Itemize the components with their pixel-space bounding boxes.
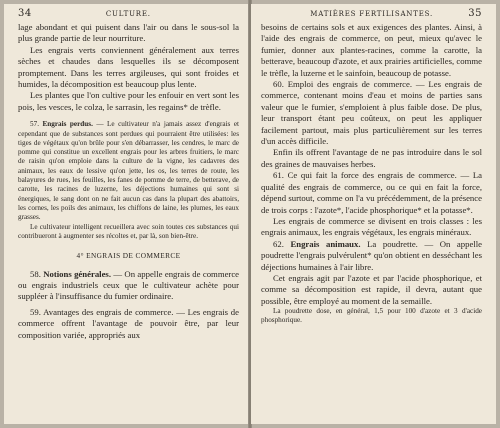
running-head: MATIÈRES FERTILISANTES.: [310, 10, 433, 18]
subheading: 4° ENGRAIS DE COMMERCE: [76, 251, 181, 261]
section-subtitle: La poudrette.: [367, 238, 418, 249]
right-page: [251, 4, 496, 424]
section-57: [18, 120, 239, 222]
right-page-header: [261, 4, 482, 22]
section-title: Ce qui fait la force des engrais de commerce.: [287, 170, 457, 181]
section-title: Emploi des engrais de commerce.: [287, 79, 412, 90]
section-61: [261, 170, 482, 216]
left-page-body: [18, 22, 239, 341]
section-number: 57.: [30, 120, 39, 129]
section-60: [261, 79, 482, 147]
section-59: [18, 307, 239, 341]
section-title: Notions générales.: [43, 268, 111, 279]
section-number: 59.: [30, 306, 41, 317]
section-body: — La qualité des engrais de commerce, ou ce qui en fait la force, dépend surtout, comme on l'a vu précédemment, de la présence de trois corps : l'azote*, l'acide phosphorique* et la potasse*.: [261, 170, 483, 215]
footnote-paragraph: La poudrette dose, en général, 1,5 pour 100 d'azote et 3 d'acide phosphorique.: [261, 307, 482, 325]
paragraph: Enfin ils offrent l'avantage de ne pas introduire dans le sol des graines de mauvaises herbes.: [261, 147, 482, 169]
paragraph: Les plantes que l'on cultive pour les enfouir en vert sont les pois, les vesces, le colza, le sarrasin, les regains* de trèfle.: [18, 90, 239, 112]
left-page: [4, 4, 249, 424]
section-62: [261, 239, 482, 273]
paragraph: Le cultivateur intelligent recueillera avec soin toutes ces substances qui contribueront à augmenter ses récoltes et, par là, son bien-être.: [18, 222, 239, 240]
section-title: Engrais animaux.: [290, 238, 361, 249]
section-body: — On appelle poudrette l'engrais pulvérulent* qu'on obtient en desséchant les déjections humaines à l'air libre.: [261, 238, 483, 272]
section-body: — Les engrais de commerce offrent l'avantage de pouvoir être, par leur composition variée, appropriés aux: [18, 306, 239, 340]
right-page-body: [261, 22, 482, 326]
paragraph: Les engrais de commerce se divisent en trois classes : les engrais animaux, les engrais végétaux, les engrais minéraux.: [261, 215, 482, 238]
section-title: Avantages des engrais de commerce.: [43, 306, 174, 317]
section-body: — Les engrais de commerce, contenant moins d'eau et moins de parties sans valeur que le fumier, s'emploient à plus faible dose. De plus, leur transport étant peu coûteux, on peut les appliquer facilement partout, mais plus particulièrement sur les terres d'un accès difficile.: [261, 79, 482, 147]
section-body: — On appelle engrais de commerce ou engrais industriels ceux que le cultivateur achète pour suppléer à l'insuffisance du fumier ordinaire.: [18, 268, 240, 302]
running-head: CULTURE.: [105, 10, 151, 18]
page-number: 34: [18, 8, 32, 19]
section-number: 58.: [30, 268, 41, 279]
page-number: 35: [468, 8, 482, 19]
paragraph: Les engrais verts conviennent généralement aux terres sèches et chaudes dans lesquelles ils se décomposent promptement. Dans les terres argileuses, qui sont froides et humides, la décomposition est beaucoup plus lente.: [18, 44, 239, 90]
section-58: [18, 269, 239, 303]
section-title: Engrais perdus.: [42, 120, 93, 129]
section-body: — Le cultivateur n'a jamais assez d'engrais et cependant que de substances sont perdues qui pourraient être utilisées: les tiges de végétaux qu'on brûle pour s'en débarrasser, les cendres, le marc de pomme qui constitue un excellent engrais pour les arbres fruitiers, le marc de raisin qu'on emploie dans la culture de la vigne, les cadavres des animaux, les eaux de lessive qu'on jette, les os, les terres de route, les balayures de rues, les feuilles, les fanes de pomme de terre, de betterave, de carotte, les racines de luzerne, les déjections humaines qui sont si énergiques, le sang dont on ne fait aucun cas dans la plupart des abattoirs, les cornes, les poils des animaux, les chiffons de laine, les plumes, les eaux grasses.: [18, 120, 240, 222]
section-number: 62.: [273, 238, 284, 249]
paragraph: lage abondant et qui puisent dans l'air ou dans le sous-sol la plus grande partie de leur nourriture.: [18, 22, 239, 44]
section-number: 60.: [273, 79, 284, 90]
paragraph: besoins de certains sols et aux exigences des plantes. Ainsi, à l'aide des engrais de commerce, on peut, mieux qu'avec le fumier, donner aux plantes-racines, comme la carotte, la betterave, beaucoup d'azote, et aux prairies artificielles, comme le trèfle, la luzerne et le sainfoin, beaucoup de potasse.: [261, 22, 482, 78]
left-page-header: [18, 4, 239, 22]
paragraph: Cet engrais agit par l'azote et par l'acide phosphorique, et comme sa décomposition est rapide, il devra, autant que possible, être employé au moment de la semaille.: [261, 272, 482, 306]
section-number: 61.: [273, 170, 284, 181]
